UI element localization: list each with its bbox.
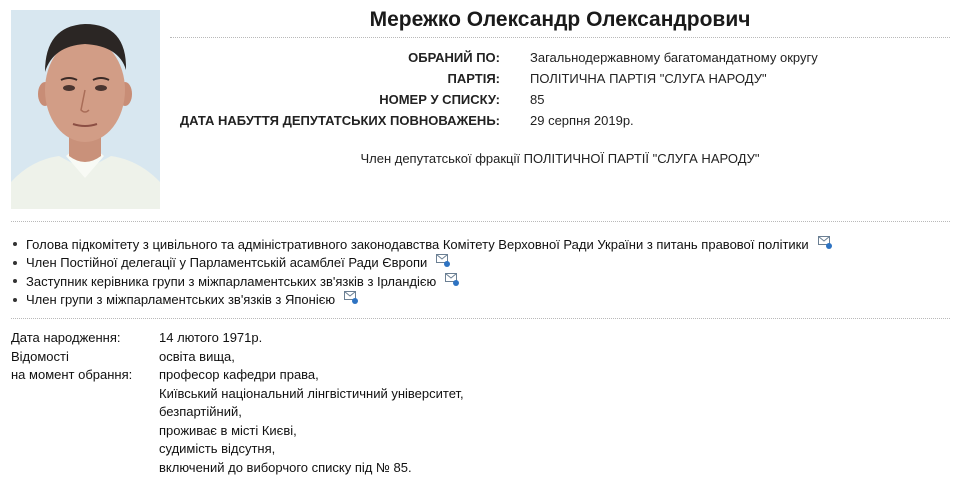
bullet [13, 242, 17, 246]
info-row-list-number [170, 92, 950, 112]
divider [11, 318, 950, 319]
faction-membership: Член депутатської фракції ПОЛІТИЧНОЇ ПАРТІЇ "СЛУГА НАРОДУ" [360, 151, 760, 166]
deputy-name: Мережко Олександр Олександрович [369, 8, 751, 31]
info-label: ОБРАНИЙ ПО: [408, 50, 500, 65]
email-icon[interactable] [818, 236, 832, 249]
bullet [13, 279, 17, 283]
info-row-mandate-date [170, 113, 950, 133]
info-label: ДАТА НАБУТТЯ ДЕПУТАТСЬКИХ ПОВНОВАЖЕНЬ: [179, 113, 500, 128]
email-icon[interactable] [436, 254, 450, 267]
divider [170, 37, 950, 38]
info-label: ПАРТІЯ: [447, 71, 500, 86]
list-item [11, 235, 950, 254]
role-text: Член Постійної делегації у Парламентській асамблеї Ради Європи [26, 255, 428, 271]
role-text: Заступник керівника групи з міжпарламентських зв'язків з Ірландією [26, 273, 437, 289]
role-text: Член групи з міжпарламентських зв'язків з Японією [26, 292, 336, 308]
roles-list [11, 235, 950, 309]
deputy-photo [11, 10, 160, 209]
details-line: професор кафедри права, [159, 367, 319, 382]
email-icon[interactable] [445, 273, 459, 286]
bullet [13, 261, 17, 265]
details-line: Київський національний лінгвістичний університет, [159, 385, 464, 401]
details-line: включений до виборчого списку під № 85. [159, 459, 412, 475]
list-item [11, 291, 950, 310]
details-line: судимість відсутня, [159, 441, 276, 456]
list-item [11, 254, 950, 273]
info-row-elected [170, 50, 950, 70]
birth-value: 14 лютого 1971р. [159, 330, 263, 345]
info-value: ПОЛІТИЧНА ПАРТІЯ "СЛУГА НАРОДУ" [530, 71, 767, 86]
role-text: Голова підкомітету з цивільного та адміністративного законодавства Комітету Верховної Ради України з питань правової політики [26, 236, 809, 252]
divider [11, 221, 950, 222]
email-icon[interactable] [344, 291, 358, 304]
info-label: НОМЕР У СПИСКУ: [379, 92, 500, 107]
info-value: 85 [530, 92, 545, 107]
details-line: проживає в місті Києві, [159, 422, 297, 438]
birth-label: Дата народження: [11, 330, 121, 345]
bullet [13, 298, 17, 302]
details-line: освіта вища, [159, 348, 235, 364]
info-row-party [170, 71, 950, 91]
details-label: на момент обрання: [11, 367, 133, 382]
details-label: Відомості [11, 348, 69, 364]
list-item [11, 272, 950, 291]
details-line: безпартійний, [159, 404, 242, 419]
info-value: 29 серпня 2019р. [530, 113, 634, 128]
info-value: Загальнодержавному багатомандатному округу [530, 50, 818, 65]
